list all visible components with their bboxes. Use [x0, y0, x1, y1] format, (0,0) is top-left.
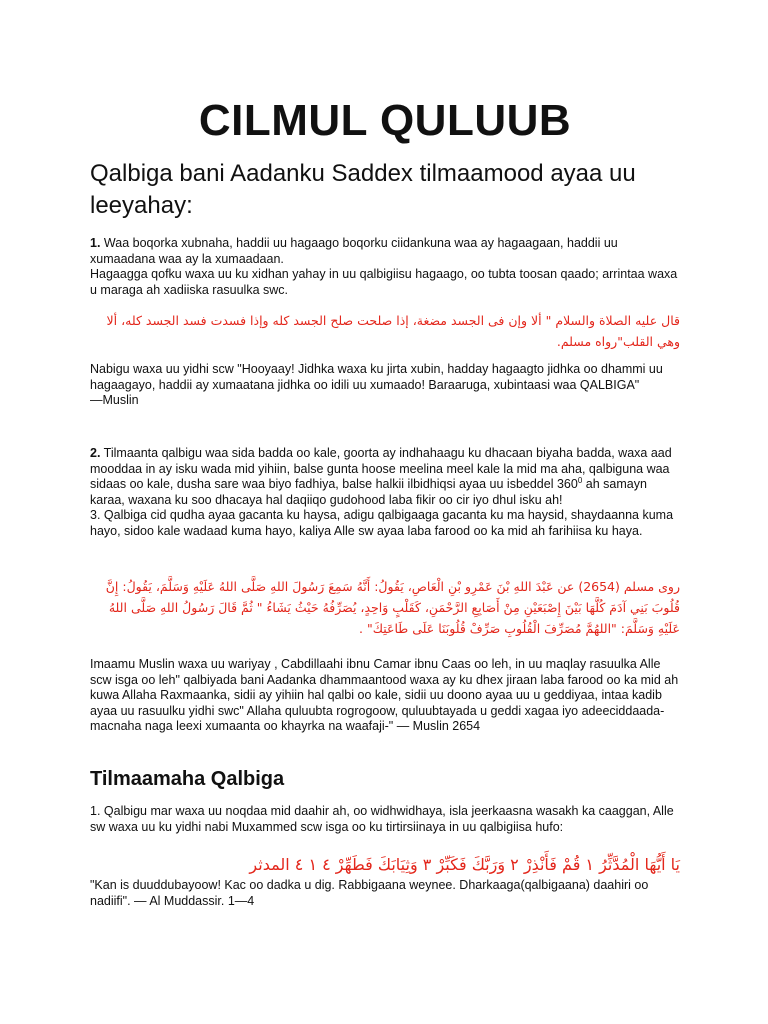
- item-2-text-after: ah samayn karaa, waxana ku soo dhacaya hal daqiiqo gudohood laba fikir oo cir iyo dhul isku ah!: [90, 477, 647, 507]
- quote-1-text: Nabigu waxa uu yidhi scw "Hooyaay! Jidhka waxa ku jirta xubin, hadday hagaagto jidhka oo dhammi uu hagaagayo, haddii ay xumaatana jidhka oo idili uu xumaado! Baraaruga, xubintaasi waa QALBIGA": [90, 362, 663, 392]
- arabic-hadith-1: قال عليه الصلاة والسلام " ألا وإن فى الجسد مضغة، إذا صلحت صلح الجسد كله وإذا فسدت فسد الجسد كله، ألا وهي القلب"رواه مسلم.: [106, 313, 680, 349]
- quote-1-paragraph: [90, 362, 680, 409]
- page-title: CILMUL QULUUB: [198, 96, 572, 145]
- arabic-verse: يَا أَيُّهَا الْمُدَّثِّرُ ١ قُمْ فَأَنْذِرْ ٢ وَرَبَّكَ فَكَبِّرْ ٣ وَثِيَابَكَ فَطَهِّرْ ٤ ١ ٤ المدثر: [249, 855, 680, 874]
- item-1-text: Waa boqorka xubnaha, haddii uu hagaago boqorku ciidankuna waa ay hagaagaan, haddii uu xumaadana waa ay la xumaadaan.: [90, 236, 618, 266]
- section-heading: Tilmaamaha Qalbiga: [90, 768, 285, 790]
- item-3-text: 3. Qalbiga cid qudha ayaa gacanta ku haysa, adigu qalbigaaga gacanta ku ma haysid, shaydaanna kuma hayo, sidoo kale wadaad kuma hayo, kaliya Alle sw ayaa laba farood oo ka mid ah farihiisa ku haya.: [90, 508, 674, 538]
- tilmaan-1-paragraph: 1. Qalbigu mar waxa uu noqdaa mid daahir ah, oo widhwidhaya, isla jeerkaasna wasakh ka caaggan, Alle sw waxa uu ku yidhi nabi Muxammed scw isga oo ku tirtirsiinaya in uu qalbigiisa hufo:: [90, 804, 674, 834]
- item-2-paragraph: [90, 446, 680, 539]
- degree-superscript: 0: [577, 475, 583, 485]
- item-2-number: 2.: [90, 446, 101, 460]
- arabic-hadith-2: روى مسلم (2654) عن عَبْدَ اللهِ بْنَ عَمْرِو بْنِ الْعَاصِ، يَقُولُ: أَنَّهُ سَمِعَ رَسُولَ اللهِ صَلَّى اللهُ عَلَيْهِ وَسَلَّمَ، يَقُولُ: إِنَّ قُلُوبَ بَنِي آدَمَ كُلَّهَا بَيْنَ إِصْبَعَيْنِ مِنْ أَصَابِعِ الرَّحْمَنِ، كَقَلْبٍ وَاحِدٍ، يُصَرِّفُهُ حَيْثُ يَشَاءُ " ثُمَّ قَالَ رَسُولُ اللهِ صَلَّى اللهُ عَلَيْهِ وَسَلَّمَ: "اللهُمَّ مُصَرِّفَ الْقُلُوبِ صَرِّفْ قُلُوبَنَا عَلَى طَاعَتِكَ" .: [105, 579, 680, 636]
- item-1-number: 1.: [90, 236, 101, 250]
- item-2-text: Tilmaanta qalbigu waa sida badda oo kale, goorta ay indhahaagu ku dhacaan biyaha badda, waxa aad mooddaa in ay isku wada mid yihiin, balse gunta hoose meelina meel kale la mid ma aha, qalbiguna waa sidaas oo kale, dusha sare waa biyo fadhiya, balse halkii ilbidhiqsi ayaa uu isbeddel 360: [90, 446, 672, 491]
- subtitle: Qalbiga bani Aadanku Saddex tilmaamood ayaa uu leeyahay:: [90, 160, 636, 219]
- item-1-paragraph: [90, 236, 680, 298]
- verse-translation: "Kan is duuddubayoow! Kac oo dadka u dig. Rabbigaana weynee. Dharkaaga(qalbigaana) daahiri oo nadiifi". — Al Muddassir. 1—4: [90, 878, 649, 908]
- muslim-paragraph: Imaamu Muslin waxa uu wariyay , Cabdillaahi ibnu Camar ibnu Caas oo leh, in uu maqlay rasuulka Alle scw isga oo leh" qalbiyada bani Aadanka dhammaantood waxa ay ku dhex jiraan laba farood oo ka mid ah kuwa Allaha Raxmaanka, sidii ay yihiin hal qalbi oo kale, sidii uu doono ayaa uu u geddiyaa, intaa kadib ayaa uu rasuulku yidhi swc" Allaha quluubta rogrogoow, quluubtayada u geddi xagaa iyo adeeciddaada-macnaha naga leexi xumaanta oo khayrka na waafaji-" — Muslin 2654: [90, 657, 679, 733]
- item-1-text-2: Hagaagga qofku waxa uu ku xidhan yahay in uu qalbigiisu hagaago, oo tubta toosan qaado; arrintaa waxa u maraga ah xadiiska rasuulka swc.: [90, 267, 678, 297]
- quote-1-source: —Muslin: [90, 393, 139, 407]
